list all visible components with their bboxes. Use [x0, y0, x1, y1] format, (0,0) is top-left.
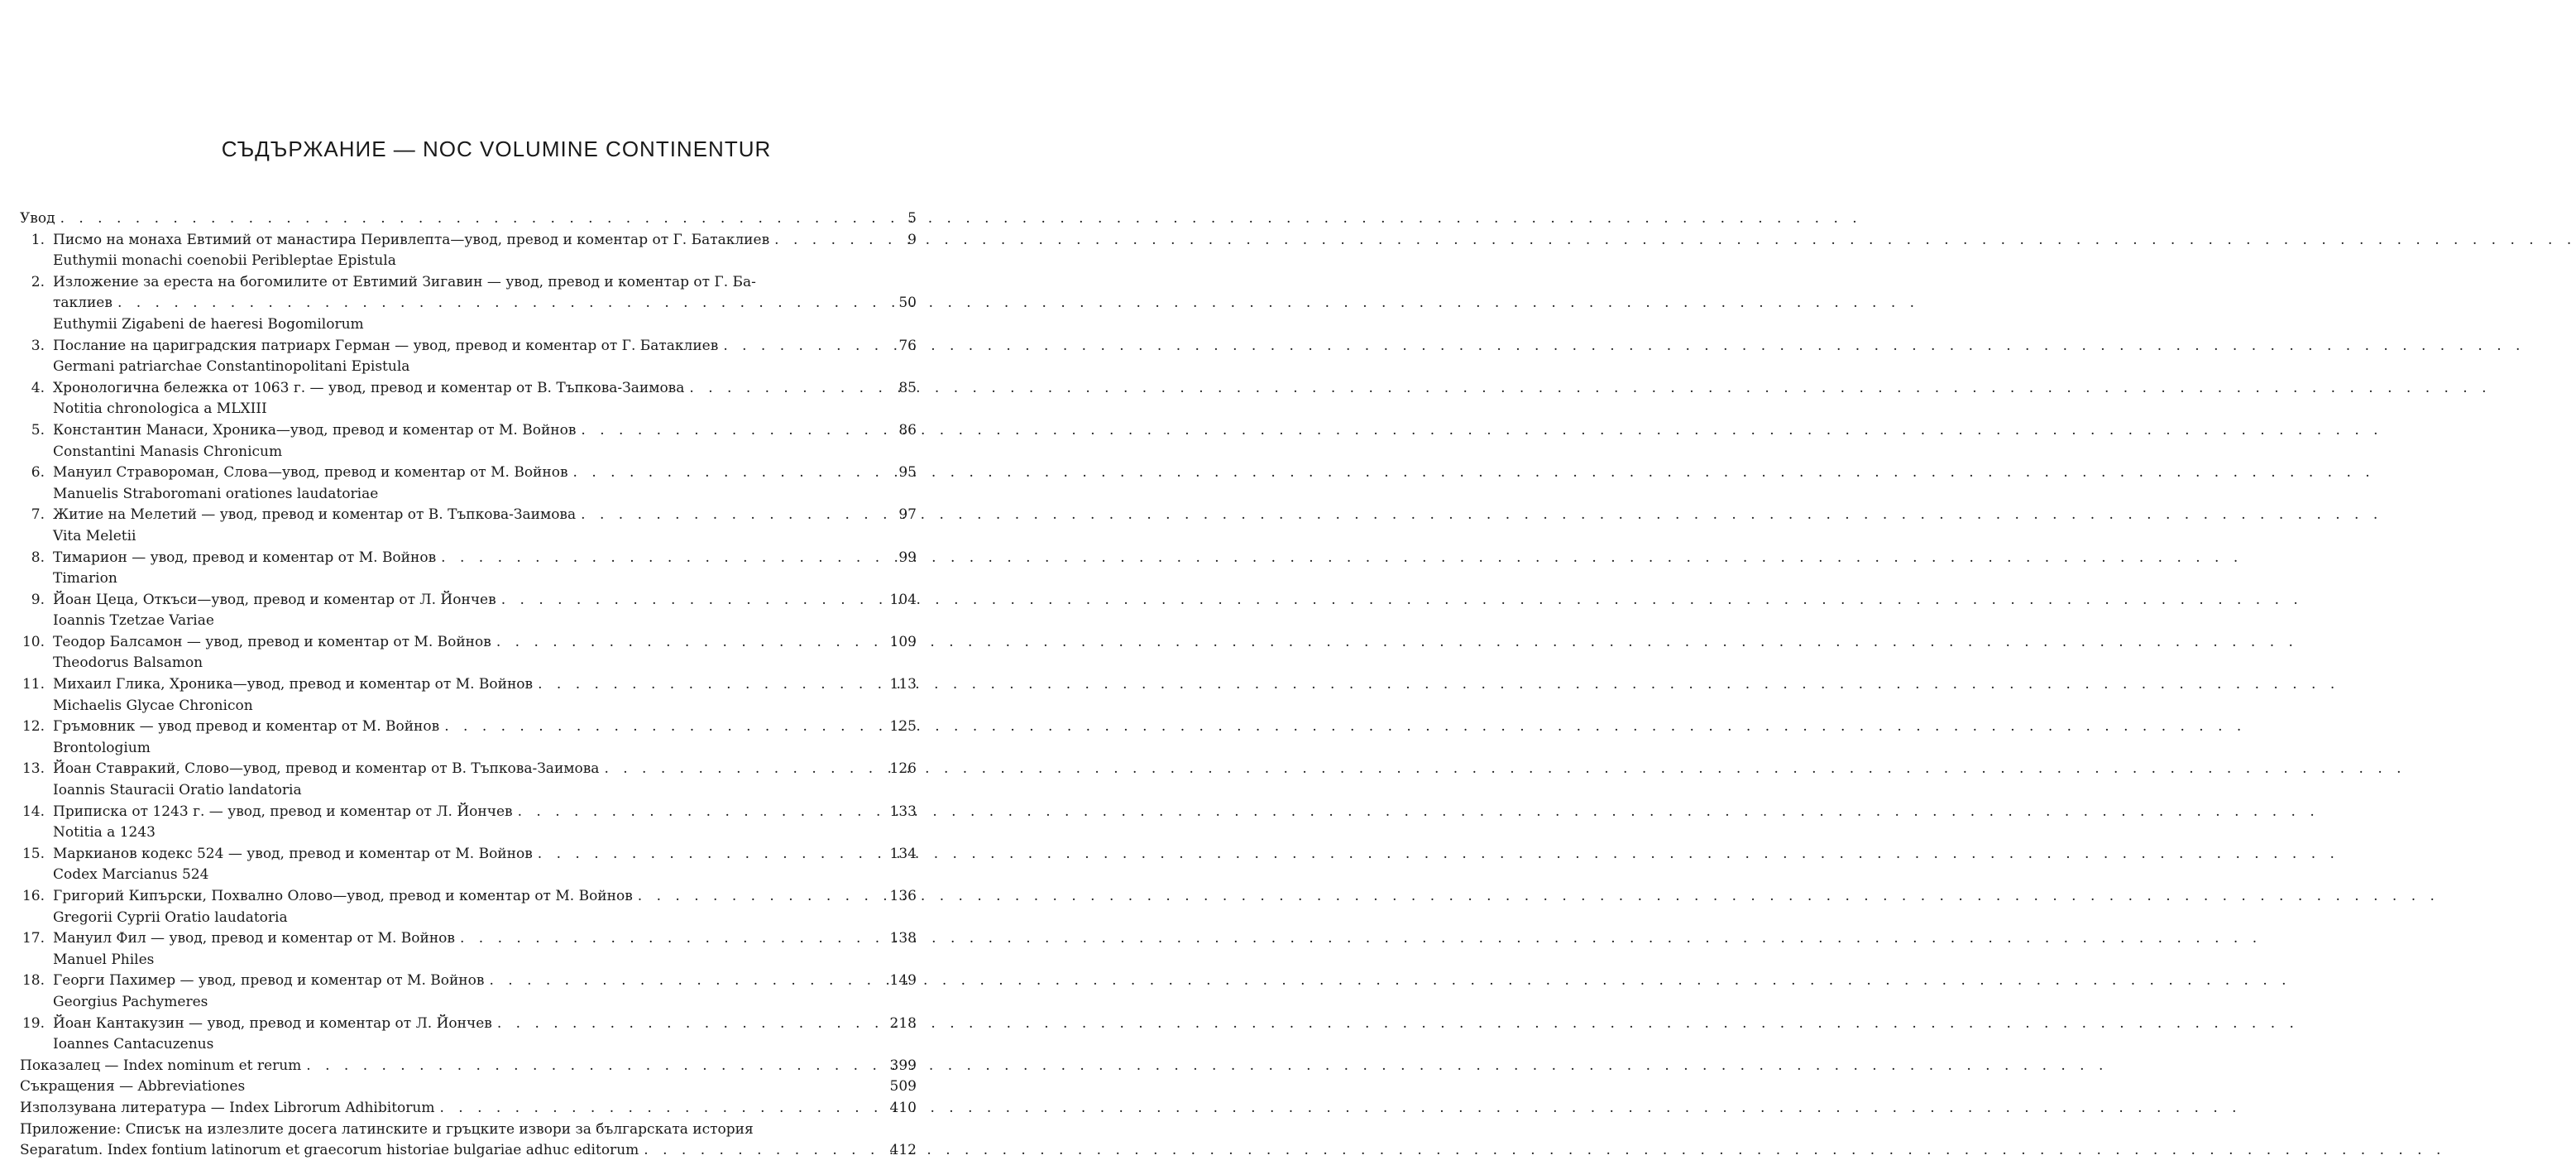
toc-intro-label: Увод [20, 210, 55, 227]
toc-entry-number: 1. [31, 231, 45, 248]
toc-entry-title: Тимарион — увод, превод и коментар от М. Войнов [53, 549, 437, 566]
toc-entry-number: 16. [22, 888, 45, 904]
toc-entry[interactable] [20, 844, 917, 865]
toc-entry-main [53, 505, 860, 526]
toc-entry-title: Писмо на монаха Евтимий от манастира Перивлепта—увод, превод и коментар от Г. Батаклиев [53, 231, 770, 248]
toc-entry-main [53, 420, 860, 442]
toc-back-label: Съкращения — Abbreviationes [20, 1078, 246, 1095]
toc-entry-main [53, 611, 860, 632]
toc-entry-latin [20, 399, 917, 420]
toc-entry[interactable] [20, 802, 917, 823]
toc-entry-latin-title: Brontologium [53, 739, 151, 756]
toc-entry[interactable] [20, 548, 917, 569]
toc-entry-latin-title: Ioannis Tzetzae Variae [53, 612, 214, 630]
leader-dots [774, 230, 2576, 252]
toc-entry-page: 410 [889, 1099, 917, 1116]
toc-entry-main [53, 908, 860, 929]
toc-back-label: Показалец — Index nominum et rerum [20, 1057, 302, 1074]
toc-entry-latin-title: Ioannis Stauracii Oratio landatoria [53, 782, 302, 799]
leader-dots [444, 717, 2246, 738]
toc-entry-latin [20, 950, 917, 971]
toc-entry-number: 5. [31, 421, 45, 439]
toc-entry-main [53, 336, 860, 357]
toc-entry-page: 109 [889, 633, 917, 650]
toc-entry-latin [20, 251, 917, 272]
toc-entry-main [53, 971, 860, 992]
toc-entry-latin-title: Manuel Philes [53, 951, 155, 968]
toc-entry[interactable] [20, 971, 917, 992]
toc-entry[interactable] [20, 717, 917, 738]
toc-entry-latin-title: Ioannes Cantacuzenus [53, 1036, 214, 1053]
leader-dots [518, 802, 2320, 823]
toc-entry-page: 218 [889, 1014, 917, 1032]
toc-entry-main [53, 738, 860, 760]
toc-entry-main [53, 928, 860, 950]
toc-entry-main [53, 548, 860, 569]
toc-entry-latin-title: Germani patriarchae Constantinopolitani Epistula [53, 358, 410, 376]
toc-entry-page: 125 [889, 718, 917, 736]
toc-entry-latin-title: Manuelis Straboromani orationes laudatoriae [53, 485, 379, 502]
toc-entry-main [53, 802, 860, 823]
toc-entry-title: Михаил Глика, Хроника—увод, превод и коментар от М. Войнов [53, 676, 534, 693]
toc-entry-title: Григорий Кипърски, Похвално Олово—увод, превод и коментар от М. Войнов [53, 888, 633, 904]
toc-entry-latin [20, 357, 917, 378]
toc-entry-main [53, 1034, 860, 1056]
toc-entry-page: 85 [898, 379, 917, 396]
toc-entry-main [20, 1140, 860, 1162]
toc-entry-latin [20, 908, 917, 929]
toc-entry-latin [20, 738, 917, 760]
toc-entry-number: 4. [31, 379, 45, 396]
toc-entry-latin-title: Timarion [53, 570, 117, 587]
toc-entry-number: 19. [22, 1014, 45, 1032]
leader-dots [496, 632, 2298, 654]
toc-entry-page: 399 [889, 1057, 917, 1074]
toc-entry-latin [20, 822, 917, 844]
toc-entry-page: 412 [889, 1142, 917, 1159]
toc-entry-main [53, 696, 860, 717]
toc-entry-page: 50 [898, 295, 917, 312]
toc-entry-main [53, 484, 860, 506]
toc-entry-title: Мануил Страворoман, Слова—увод, превод и коментар от М. Войнов [53, 464, 568, 482]
toc-entry-latin-title: Michaelis Glycae Chronicon [53, 697, 253, 714]
toc-entry[interactable] [20, 590, 917, 611]
toc-entry-number: 18. [22, 972, 45, 990]
toc-entry-latin [20, 992, 917, 1014]
toc-entry-latin-title: Codex Marcianus 524 [53, 866, 209, 884]
toc-entry-page: 134 [889, 845, 917, 862]
toc-entry-page: 113 [889, 676, 917, 693]
toc-entry-page: 136 [889, 888, 917, 904]
toc-back-label: Използувана литература — Index Librorum Adhibitorum [20, 1099, 435, 1116]
toc-appendix-line1: Приложение: Списък на излезлите досега латинските и гръцките извори за българската история [20, 1120, 754, 1138]
toc-entry[interactable] [20, 759, 917, 780]
toc-entry-number: 2. [31, 273, 45, 290]
toc-entry[interactable] [20, 336, 917, 357]
toc-entry-latin [20, 696, 917, 717]
toc-entry-main [53, 674, 860, 696]
toc-entry-number: 11. [22, 676, 45, 693]
toc-entry-title: Теодор Балсамон — увод, превод и коментар от М. Войнов [53, 633, 491, 650]
toc-entry-latin-title: Gregorii Cyprii Oratio laudatoria [53, 909, 288, 926]
toc-entry-latin [20, 314, 917, 336]
toc-entry-number: 7. [31, 506, 45, 524]
toc-entry-title: Приписка от 1243 г. — увод, превод и коментар от Л. Йончев [53, 803, 513, 820]
toc-intro-page: 5 [907, 210, 917, 227]
toc-entry-main [53, 463, 860, 484]
toc-entry-main [53, 568, 860, 590]
toc-entry-title: Георги Пахимер — увод, превод и коментар от М. Войнов [53, 972, 485, 990]
toc-entry-main [53, 526, 860, 548]
toc-entry-page: 95 [898, 464, 917, 482]
toc-entry-number: 8. [31, 549, 45, 566]
toc-entry-latin [20, 484, 917, 506]
leader-dots [538, 674, 2339, 696]
toc-entry-main [53, 865, 860, 886]
toc-entry-title: Хронологична бележка от 1063 г. — увод, превод и коментар от В. Тъпкова-Заимова [53, 379, 685, 396]
toc-entry-latin [20, 611, 917, 632]
toc-entry-latin-title: Euthymii Zigabeni de haeresi Bogomilorum [53, 315, 364, 333]
toc-entry-title: Йоан Цеца, Откъси—увод, превод и коментар от Л. Йончев [53, 591, 496, 608]
leader-dots [441, 548, 2243, 569]
toc-entry[interactable] [20, 674, 917, 696]
toc-entry-main [20, 1098, 860, 1119]
toc-entry[interactable] [20, 1014, 917, 1035]
toc-entry-main [53, 378, 860, 400]
leader-dots [581, 505, 2382, 526]
toc-entry-main [20, 1076, 860, 1098]
toc-entry[interactable] [20, 420, 917, 442]
leader-dots [489, 971, 2291, 992]
table-of-contents [20, 209, 917, 1162]
toc-entry-main [53, 293, 860, 314]
toc-entry-main [20, 1056, 860, 1077]
toc-entry-main [53, 632, 860, 654]
toc-entry-page: 509 [889, 1078, 917, 1095]
leader-dots [460, 928, 2262, 950]
toc-back-entry[interactable] [20, 1056, 917, 1077]
toc-entry-number: 13. [22, 760, 45, 778]
toc-entry-latin [20, 526, 917, 548]
toc-entry[interactable] [20, 463, 917, 484]
toc-entry[interactable] [20, 928, 917, 950]
toc-entry-page: 9 [907, 231, 917, 248]
toc-entry-main [53, 442, 860, 463]
toc-appendix-line2[interactable] [20, 1140, 917, 1162]
toc-entry-main [53, 357, 860, 378]
toc-entry-page: 149 [889, 972, 917, 990]
toc-entry-number: 9. [31, 591, 45, 608]
leader-dots [538, 844, 2339, 865]
toc-entry-title: Гръмовник — увод превод и коментар от М. Войнов [53, 718, 440, 736]
toc-entry-latin-title: Notitia chronologica a MLXIII [53, 400, 267, 418]
toc-entry-page: 104 [889, 591, 917, 608]
toc-entry-main [53, 717, 860, 738]
leader-dots [723, 336, 2525, 357]
toc-entry-page: 133 [889, 803, 917, 820]
toc-entry[interactable] [20, 230, 917, 252]
toc-back-entry[interactable] [20, 1076, 917, 1098]
toc-entry-number: 10. [22, 633, 45, 650]
toc-entry-page: 76 [898, 337, 917, 354]
toc-entry-page: 97 [898, 506, 917, 524]
toc-entry-number: 3. [31, 337, 45, 354]
toc-entry-page: 138 [889, 930, 917, 947]
toc-entry-main [53, 399, 860, 420]
toc-entry-title: Житие на Мелетий — увод, превод и коментар от В. Тъпкова-Заимова [53, 506, 577, 524]
toc-entry-latin-title: Georgius Pachymeres [53, 993, 208, 1010]
toc-entry[interactable] [20, 886, 917, 908]
toc-entry-title: Константин Манаси, Хроника—увод, превод и коментар от М. Войнов [53, 421, 577, 439]
toc-entry-latin [20, 780, 917, 802]
leader-dots [497, 1014, 2299, 1035]
toc-entry-page: 99 [898, 549, 917, 566]
leader-dots [306, 1056, 2108, 1077]
toc-entry-latin-title: Vita Meletii [53, 527, 136, 544]
leader-dots [439, 1098, 2241, 1119]
toc-entry-latin [20, 865, 917, 886]
leader-dots [581, 420, 2382, 442]
toc-appendix-line2: Separatum. Index fontium latinorum et graecorum historiae bulgariae adhuc editorum [20, 1142, 639, 1159]
toc-appendix[interactable] [20, 1119, 917, 1141]
toc-entry-latin-title: Theodorus Balsamon [53, 654, 203, 672]
toc-entry-main [53, 1014, 860, 1035]
leader-dots [689, 378, 2491, 400]
toc-entry[interactable] [20, 272, 917, 294]
leader-dots [60, 209, 1862, 230]
toc-entry-number: 14. [22, 803, 45, 820]
toc-entry-number: 17. [22, 930, 45, 947]
leader-dots [501, 590, 2303, 611]
toc-intro[interactable] [20, 209, 917, 230]
toc-entry-main [20, 1119, 860, 1141]
toc-entry-title: Йоан Ставракий, Слово—увод, превод и коментар от В. Тъпкова-Заимова [53, 760, 600, 778]
toc-entry-latin [20, 442, 917, 463]
toc-entry-main [53, 992, 860, 1014]
toc-entry-number: 6. [31, 464, 45, 482]
toc-entry[interactable] [20, 632, 917, 654]
toc-entry[interactable] [20, 505, 917, 526]
toc-entry-latin-title: Notitia a 1243 [53, 824, 156, 841]
toc-entry-latin-title: Euthymii monachi coenobii Peribleptae Epistula [53, 252, 396, 270]
toc-entry-title: Изложение за ереста на богомилите от Евтимий Зигавин — увод, превод и коментар от Г. Ба- [53, 273, 756, 290]
toc-entry-main [53, 759, 860, 780]
toc-entry-number: 15. [22, 845, 45, 862]
toc-entry-main [53, 886, 860, 908]
toc-entry-main [53, 653, 860, 674]
toc-entry-title: Послание на цариградския патриарх Герман — увод, превод и коментар от Г. Батаклиев [53, 337, 719, 354]
toc-entry-title: таклиев [53, 295, 113, 312]
toc-entry-latin [20, 653, 917, 674]
toc-entry-main [53, 844, 860, 865]
toc-entry-latin [20, 1034, 917, 1056]
toc-entry-main [53, 822, 860, 844]
toc-entry-title: Мануил Фил — увод, превод и коментар от М. Войнов [53, 930, 455, 947]
toc-entry-number: 12. [22, 718, 45, 736]
toc-entry-title: Йоан Кантакузин — увод, превод и коментар от Л. Йончев [53, 1014, 492, 1032]
leader-dots [573, 463, 2375, 484]
toc-entry-main [53, 780, 860, 802]
toc-entry[interactable] [20, 378, 917, 400]
page-title: СЪДЪРЖАНИЕ — NOC VOLUMINE CONTINENTUR [221, 137, 772, 161]
toc-entry-main [53, 590, 860, 611]
toc-entry-latin-title: Constantini Manasis Chronicum [53, 443, 283, 460]
toc-entry-main [53, 230, 860, 252]
toc-entry-continuation[interactable] [20, 293, 917, 314]
toc-entry-main [53, 314, 860, 336]
toc-entry-title: Маркианов кодекс 524 — увод, превод и коментар от М. Войнов [53, 845, 533, 862]
toc-entry-main [53, 950, 860, 971]
toc-back-entry[interactable] [20, 1098, 917, 1119]
toc-entry-page: 126 [889, 760, 917, 778]
toc-entry-page: 86 [898, 421, 917, 439]
toc-entry-latin [20, 568, 917, 590]
toc-entry-main [53, 272, 860, 294]
leader-dots [117, 293, 1919, 314]
toc-entry-main [53, 251, 860, 272]
